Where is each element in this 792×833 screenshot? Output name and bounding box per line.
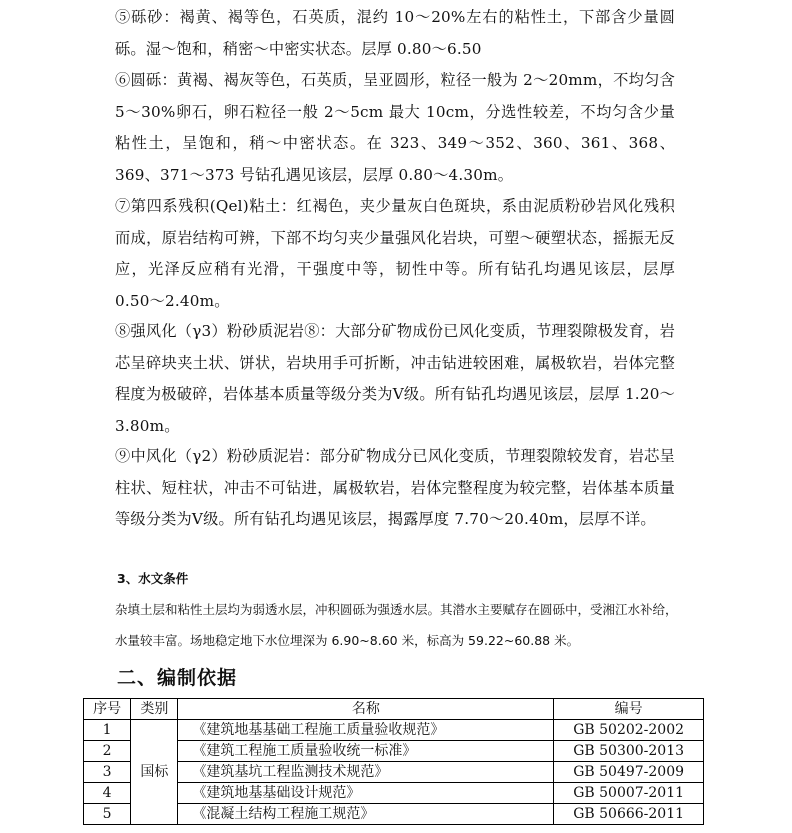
row-no: 1 [84,720,131,741]
paragraph-layer-7: ⑦第四系残积(Qel)粘土：红褐色，夹少量灰白色斑块，系由泥质粉砂岩风化残积而成，原岩结构可辨，下部不均匀夹少量强风化岩块，可塑～硬塑状态，摇振无反应，光泽反应稍有光滑，干强度中等，韧性中等。所有钻孔均遇见该层，层厚 0.50～2.40m。 [115,197,675,310]
paragraph-layer-8: ⑧强风化（γ3）粉砂质泥岩⑧：大部分矿物成份已风化变质，节理裂隙极发育，岩芯呈碎块夹土状、饼状，岩块用手可折断，冲击钻进较困难，属极软岩，岩体完整程度为极破碎，岩体基本质量等级分类为Ⅴ级。所有钻孔均遇见该层，层厚 1.20～3.80m。 [115,322,675,435]
paragraph-layer-9: ⑨中风化（γ2）粉砂质泥岩：部分矿物成分已风化变质，节理裂隙较发育，岩芯呈柱状、短柱状，冲击不可钻进，属极软岩，岩体完整程度为较完整，岩体基本质量等级分类为Ⅴ级。所有钻孔均遇见该层，揭露厚度 7.70～20.40m，层厚不详。 [115,447,675,528]
row-code: GB 50007-2011 [554,783,704,804]
row-name: 《混凝土结构工程施工规范》 [178,804,554,825]
basis-table [83,698,704,825]
row-name: 《建筑地基基础工程施工质量验收规范》 [178,720,554,741]
row-code: GB 50497-2009 [554,762,704,783]
table-header-row [84,699,704,720]
row-code: GB 50202-2002 [554,720,704,741]
row-category: 国标 [131,720,178,825]
paragraph-layer-6: ⑥圆砾：黄褐、褐灰等色，石英质，呈亚圆形，粒径一般为 2～20mm，不均匀含 5～30%卵石，卵石粒径一般 2～5cm 最大 10cm，分选性较差，不均匀含少量粘性土，呈饱和，稍～中密状态。在 323、349～352、360、361、368、369、371～373 号钻孔遇见该层，层厚 0.80～4.30m。 [115,71,675,184]
header-code: 编号 [554,699,704,720]
row-name: 《建筑基坑工程监测技术规范》 [178,762,554,783]
row-code: GB 50300-2013 [554,741,704,762]
row-name: 《建筑地基基础设计规范》 [178,783,554,804]
hydro-heading: 3、水文条件 [117,571,189,586]
row-name: 《建筑工程施工质量验收统一标准》 [178,741,554,762]
paragraph-layer-5: ⑤砾砂：褐黄、褐等色，石英质，混约 10～20%左右的粘性土，下部含少量圆砾。湿～饱和，稍密～中密实状态。层厚 0.80～6.50 [115,8,675,58]
row-code: GB 50666-2011 [554,804,704,825]
row-no: 4 [84,783,131,804]
hydro-paragraph: 杂填土层和粘性土层均为弱透水层，冲积圆砾为强透水层。其潜水主要赋存在圆砾中，受湘江水补给，水量较丰富。场地稳定地下水位埋深为 6.90~8.60 米，标高为 59.22~60.88 米。 [115,602,678,648]
header-name: 名称 [178,699,554,720]
row-no: 5 [84,804,131,825]
section-heading: 二、编制依据 [117,667,238,689]
row-no: 2 [84,741,131,762]
header-category: 类别 [131,699,178,720]
row-no: 3 [84,762,131,783]
table-row [84,720,704,741]
header-no: 序号 [84,699,131,720]
